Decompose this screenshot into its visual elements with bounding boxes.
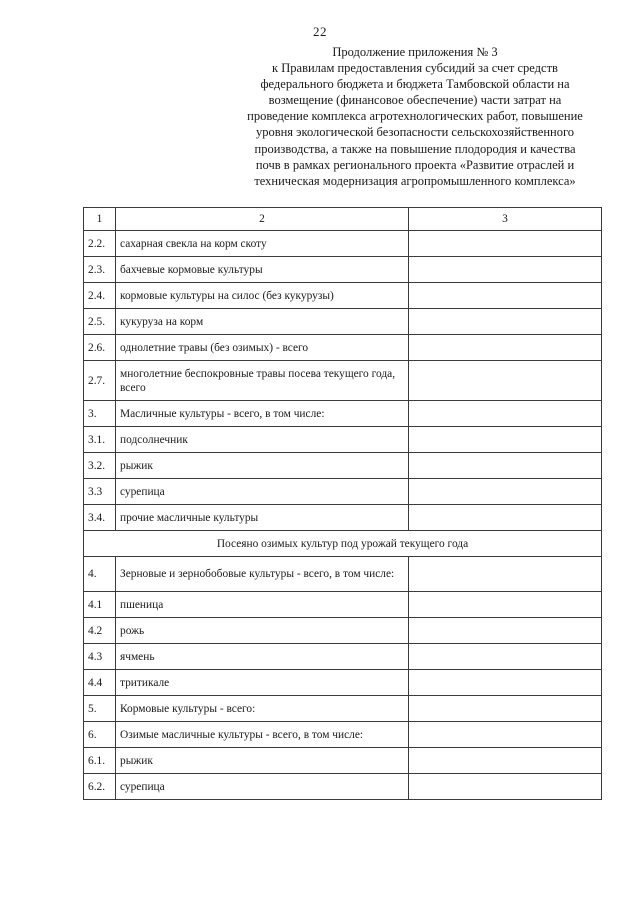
table-row	[84, 696, 602, 722]
heading-line: возмещение (финансовое обеспечение) части затрат на	[268, 93, 562, 108]
heading-line: уровня экологической безопасности сельскохозяйственного	[255, 125, 575, 140]
table-row	[84, 644, 602, 670]
row-name: ячмень	[116, 644, 409, 670]
row-value	[409, 309, 602, 335]
row-number: 3.2.	[84, 453, 116, 479]
table-row	[84, 427, 602, 453]
row-number: 4.1	[84, 592, 116, 618]
heading-line: почв в рамках регионального проекта «Развитие отраслей и	[255, 157, 575, 172]
row-name: многолетние беспокровные травы посева текущего года, всего	[116, 361, 409, 401]
row-name: рожь	[116, 618, 409, 644]
row-number: 4.4	[84, 670, 116, 696]
heading-line: проведение комплекса агротехнологических работ, повышение	[247, 109, 583, 124]
row-name: сурепица	[116, 479, 409, 505]
row-number: 4.2	[84, 618, 116, 644]
section-title: Посеяно озимых культур под урожай текущего года	[84, 531, 602, 557]
row-name: однолетние травы (без озимых) - всего	[116, 335, 409, 361]
table-row	[84, 505, 602, 531]
row-value	[409, 774, 602, 800]
table-row	[84, 401, 602, 427]
table-row	[84, 592, 602, 618]
row-number: 6.2.	[84, 774, 116, 800]
row-name: подсолнечник	[116, 427, 409, 453]
row-name: кормовые культуры на силос (без кукурузы)	[116, 283, 409, 309]
row-name: рыжик	[116, 453, 409, 479]
table-row	[84, 557, 602, 592]
row-number: 6.1.	[84, 748, 116, 774]
row-number: 2.3.	[84, 257, 116, 283]
table-row	[84, 453, 602, 479]
row-value	[409, 283, 602, 309]
column-header-value: 3	[409, 208, 602, 231]
row-name: сурепица	[116, 774, 409, 800]
row-name: Озимые масличные культуры - всего, в том числе:	[116, 722, 409, 748]
table-row	[84, 774, 602, 800]
appendix-heading	[200, 44, 630, 189]
row-value	[409, 401, 602, 427]
row-name: Кормовые культуры - всего:	[116, 696, 409, 722]
row-name: прочие масличные культуры	[116, 505, 409, 531]
row-name: Масличные культуры - всего, в том числе:	[116, 401, 409, 427]
row-number: 4.	[84, 557, 116, 592]
table-row	[84, 257, 602, 283]
table-row	[84, 722, 602, 748]
row-value	[409, 722, 602, 748]
row-value	[409, 505, 602, 531]
row-name: рыжик	[116, 748, 409, 774]
table-section-row	[84, 531, 602, 557]
heading-line: к Правилам предоставления субсидий за счет средств	[272, 61, 558, 76]
row-number: 2.6.	[84, 335, 116, 361]
column-header-name: 2	[116, 208, 409, 231]
table-row	[84, 283, 602, 309]
row-number: 6.	[84, 722, 116, 748]
page-number: 22	[313, 24, 327, 39]
heading-line: техническая модернизация агропромышленного комплекса»	[254, 173, 576, 188]
row-name: тритикале	[116, 670, 409, 696]
table-row	[84, 361, 602, 401]
row-value	[409, 557, 602, 592]
row-name: Зерновые и зернобобовые культуры - всего, в том числе:	[116, 557, 409, 592]
heading-line: производства, а также на повышение плодородия и качества	[254, 141, 576, 156]
table-row	[84, 479, 602, 505]
heading-line: федерального бюджета и бюджета Тамбовской области на	[260, 77, 570, 92]
row-number: 2.4.	[84, 283, 116, 309]
heading-line: Продолжение приложения № 3	[332, 45, 498, 59]
row-value	[409, 479, 602, 505]
row-name: кукуруза на корм	[116, 309, 409, 335]
table-row	[84, 231, 602, 257]
table-row	[84, 748, 602, 774]
row-value	[409, 670, 602, 696]
row-value	[409, 257, 602, 283]
row-value	[409, 335, 602, 361]
table-header-row	[84, 208, 602, 231]
row-number: 3.4.	[84, 505, 116, 531]
crops-table	[83, 207, 602, 800]
row-number: 2.5.	[84, 309, 116, 335]
row-name: пшеница	[116, 592, 409, 618]
row-value	[409, 618, 602, 644]
table-row	[84, 670, 602, 696]
row-number: 3.	[84, 401, 116, 427]
row-value	[409, 592, 602, 618]
row-number: 3.1.	[84, 427, 116, 453]
table-body	[84, 231, 602, 800]
row-value	[409, 696, 602, 722]
row-value	[409, 644, 602, 670]
row-value	[409, 748, 602, 774]
row-value	[409, 453, 602, 479]
row-value	[409, 361, 602, 401]
row-value	[409, 231, 602, 257]
table-row	[84, 309, 602, 335]
row-number: 4.3	[84, 644, 116, 670]
row-value	[409, 427, 602, 453]
row-number: 3.3	[84, 479, 116, 505]
row-number: 2.7.	[84, 361, 116, 401]
row-number: 2.2.	[84, 231, 116, 257]
column-header-number: 1	[84, 208, 116, 231]
row-name: бахчевые кормовые культуры	[116, 257, 409, 283]
row-name: сахарная свекла на корм скоту	[116, 231, 409, 257]
row-number: 5.	[84, 696, 116, 722]
table-row	[84, 618, 602, 644]
table-row	[84, 335, 602, 361]
